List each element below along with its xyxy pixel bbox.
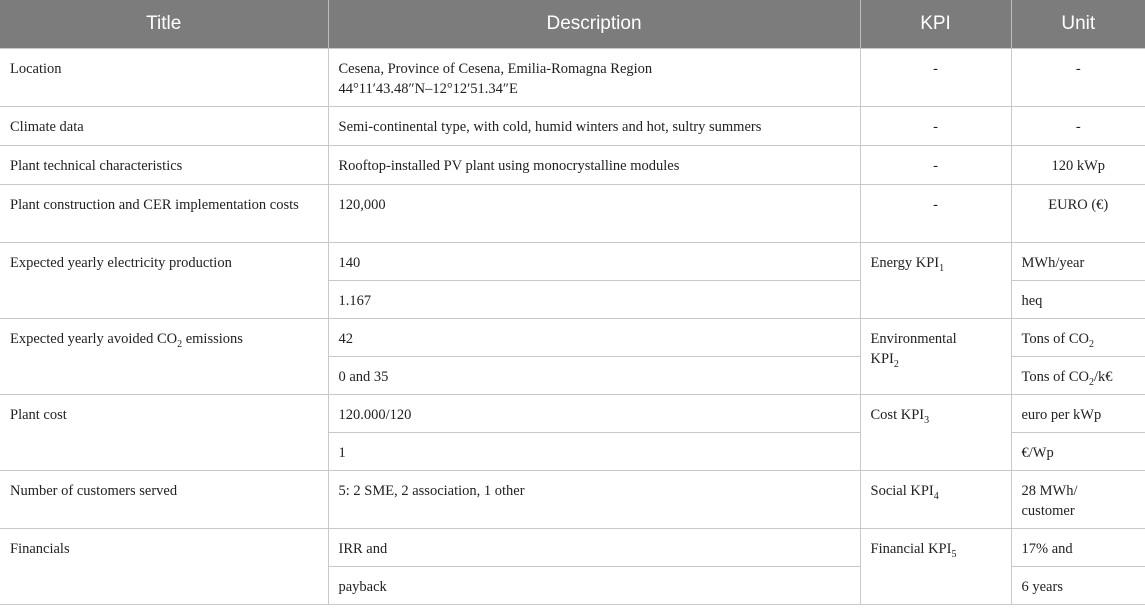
cell-description: Semi-continental type, with cold, humid winters and hot, sultry summers [328,107,860,146]
kpi-subscript: 4 [933,490,939,502]
cell-unit [1011,357,1145,395]
cell-description: IRR and [328,529,860,567]
kpi-label: Financial KPI [870,541,952,557]
table-row [0,49,1145,107]
cell-unit [1011,319,1145,357]
cell-title: Plant cost [0,395,328,471]
location-line-1: Cesena, Province of Cesena, Emilia-Romagna Region [338,61,653,77]
location-line-2: 44°11′43.48″N–12°12′51.34″E [338,81,518,97]
cell-title: Location [0,49,328,107]
cell-description: 5: 2 SME, 2 association, 1 other [328,471,860,529]
header-unit: Unit [1011,0,1145,49]
kpi-subscript: 5 [951,548,957,560]
cell-kpi [860,395,1011,471]
cell-title [0,319,328,395]
cell-unit: EURO (€) [1011,185,1145,243]
kpi-subscript: 3 [924,414,930,426]
table-row [0,146,1145,185]
cell-kpi [860,243,1011,319]
cell-title: Expected yearly electricity production [0,243,328,319]
kpi-label: Energy KPI [870,255,940,271]
unit-text: Tons of CO [1021,369,1089,385]
cell-kpi [860,529,1011,605]
kpi-label-line-1: Environmental [870,331,957,347]
table-row [0,319,1145,357]
cell-unit: - [1011,107,1145,146]
table-row [0,185,1145,243]
cell-description: 120,000 [328,185,860,243]
cell-title: Plant technical characteristics [0,146,328,185]
cell-unit: 17% and [1011,529,1145,567]
cell-description: 120.000/120 [328,395,860,433]
header-title: Title [0,0,328,49]
unit-line-2: customer [1021,503,1075,519]
header-kpi: KPI [860,0,1011,49]
cell-description: payback [328,567,860,605]
cell-kpi: - [860,49,1011,107]
cell-description: Rooftop-installed PV plant using monocrystalline modules [328,146,860,185]
cell-description [328,49,860,107]
cell-title: Climate data [0,107,328,146]
cell-unit: heq [1011,281,1145,319]
kpi-subscript: 1 [939,262,945,274]
cell-unit: €/Wp [1011,433,1145,471]
co2-title-text: Expected yearly avoided CO [10,331,178,347]
cell-kpi: - [860,185,1011,243]
cell-title: Plant construction and CER implementation costs [0,185,328,243]
kpi-label-line-2: KPI [870,351,894,367]
cell-title: Number of customers served [0,471,328,529]
unit-line-1: 28 MWh/ [1021,483,1078,499]
cell-description: 1.167 [328,281,860,319]
co2-title-suffix: emissions [182,331,243,347]
cell-unit: 120 kWp [1011,146,1145,185]
cell-kpi [860,471,1011,529]
cell-description: 42 [328,319,860,357]
cell-unit [1011,471,1145,529]
cell-description: 140 [328,243,860,281]
cell-title: Financials [0,529,328,605]
table-row [0,395,1145,433]
kpi-label: Cost KPI [870,407,925,423]
table-row [0,529,1145,567]
cell-description: 0 and 35 [328,357,860,395]
cell-unit: 6 years [1011,567,1145,605]
cell-description: 1 [328,433,860,471]
table-row [0,471,1145,529]
unit-suffix: /k€ [1093,369,1113,385]
cell-kpi: - [860,146,1011,185]
cell-unit: MWh/year [1011,243,1145,281]
unit-text: Tons of CO [1021,331,1089,347]
cell-unit: - [1011,49,1145,107]
unit-subscript: 2 [1088,338,1094,350]
co2-title-subscript: 2 [177,338,183,350]
cell-unit: euro per kWp [1011,395,1145,433]
cell-kpi [860,319,1011,395]
cell-kpi: - [860,107,1011,146]
header-description: Description [328,0,860,49]
table-row [0,243,1145,281]
unit-subscript: 2 [1088,376,1094,388]
kpi-subscript: 2 [893,358,899,370]
kpi-label: Social KPI [870,483,934,499]
header-row [0,0,1145,49]
table-row [0,107,1145,146]
